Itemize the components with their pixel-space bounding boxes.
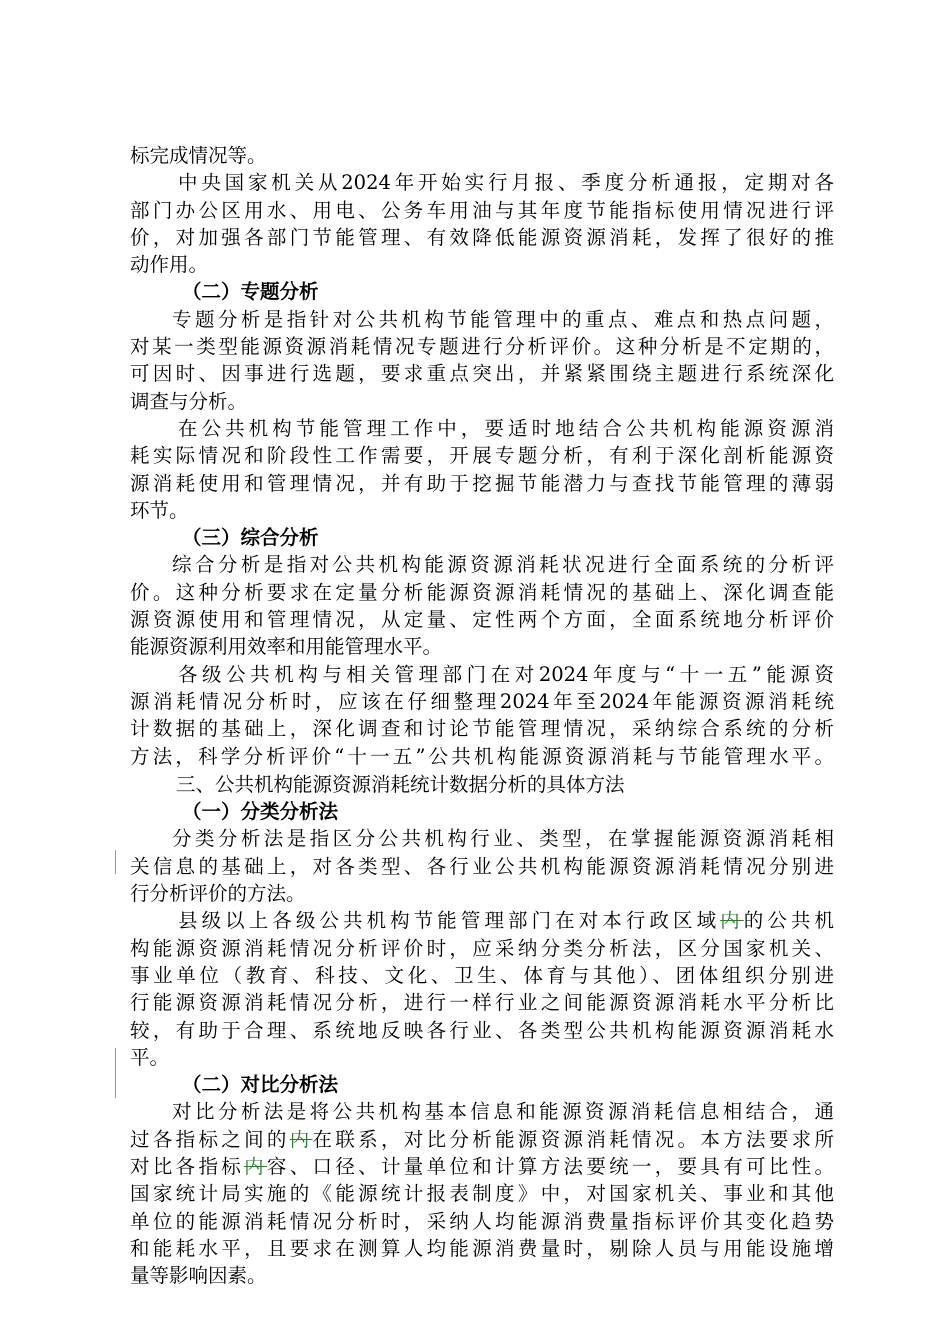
paragraph-line: 源消耗使用和管理情况，并有助于挖掘节能潜力与查找节能管理的薄弱	[130, 471, 834, 495]
paragraph-line: 能源资源利用效率和用能管理水平。	[130, 635, 443, 659]
paragraph-line: 方法，科学分析评价“十一五”公共机构能源资源消耗与节能管理水平。	[130, 744, 834, 768]
paragraph-line: 综合分析是指对公共机构能源资源消耗状况进行全面系统的分析评	[172, 553, 834, 577]
paragraph-line: 可因时、因事进行选题，要求重点突出，并紧紧围绕主题进行系统深化	[130, 362, 834, 386]
paragraph-line: 在公共机构节能管理工作中，要适时地结合公共机构能源资源消	[178, 416, 834, 440]
paragraph-line: 对比分析法是将公共机构基本信息和能源资源消耗信息相结合，通	[172, 1100, 834, 1124]
subheading: （三）综合分析	[182, 526, 319, 550]
paragraph-line: 标完成情况等。	[130, 144, 267, 167]
paragraph-line: 国家统计局实施的《能源统计报表制度》中，对国家机关、事业和其他	[130, 1182, 834, 1206]
paragraph-line: 单位的能源消耗情况分析时，采纳人均能源消费量指标评价其变化趋势	[130, 1209, 834, 1233]
deleted-text: 内	[244, 1154, 267, 1178]
subheading: （二）对比分析法	[182, 1073, 339, 1097]
text-run: 容、口径、计量单位和计算方法要统一，要具有可比性。	[266, 1154, 834, 1178]
paragraph-line: 计数据的基础上，深化调查和讨论节能管理情况，采纳综合系统的分析	[130, 717, 834, 741]
paragraph-line: 分类分析法是指区分公共机构行业、类型，在掌握能源资源消耗相	[172, 827, 834, 851]
paragraph-line: 中央国家机关从2024年开始实行月报、季度分析通报，定期对各	[178, 171, 834, 195]
paragraph-line: 源消耗情况分析时，应该在仔细整理2024年至2024年能源资源消耗统	[130, 689, 834, 713]
paragraph-line: 构能源资源消耗情况分析评价时，应采纳分类分析法，区分国家机关、	[130, 936, 834, 960]
paragraph-line: 源资源使用和管理情况，从定量、定性两个方面，全面系统地分析评价	[130, 608, 834, 632]
document-body	[130, 142, 834, 1289]
paragraph-line: 价，对加强各部门节能管理、有效降低能源资源消耗，发挥了很好的推	[130, 225, 834, 249]
deleted-text: 内	[720, 909, 744, 933]
paragraph-line: 调查与分析。	[130, 389, 248, 413]
subheading: （二）专题分析	[182, 280, 319, 304]
text-run: 在联系，对比分析能源资源消耗情况。本方法要求所	[312, 1127, 834, 1151]
paragraph-line: 各级公共机构与相关管理部门在对2024年度与“十一五”能源资	[178, 662, 834, 686]
paragraph-line: 专题分析是指针对公共机构节能管理中的重点、难点和热点问题，	[172, 307, 834, 331]
paragraph-line: 平。	[130, 1045, 170, 1069]
paragraph-line	[130, 1153, 834, 1180]
text-run: 县级以上各级公共机构节能管理部门在对本行政区域	[178, 909, 721, 933]
paragraph-line: 和能耗水平，且要求在测算人均能源消费量时，剔除人员与用能设施增	[130, 1236, 834, 1260]
paragraph-line: 动作用。	[130, 253, 209, 277]
deleted-text: 内	[289, 1127, 313, 1151]
paragraph-line: 行分析评价的方法。	[130, 882, 306, 906]
paragraph-line: 事业单位（教育、科技、文化、卫生、体育与其他）、团体组织分别进	[130, 963, 834, 987]
section-heading: 三、公共机构能源资源消耗统计数据分析的具体方法	[176, 772, 625, 796]
paragraph-line: 对某一类型能源资源消耗情况专题进行分析评价。这种分析是不定期的，	[130, 335, 834, 359]
text-run: 对比各指标	[130, 1154, 245, 1178]
change-bar	[115, 1048, 116, 1098]
text-run: 的公共机	[743, 909, 834, 933]
paragraph-line: 环节。	[130, 498, 189, 522]
paragraph-line: 价。这种分析要求在定量分析能源资源消耗情况的基础上、深化调查能	[130, 580, 834, 604]
paragraph-line: 量等影响因素。	[130, 1264, 267, 1288]
subheading: （一）分类分析法	[182, 800, 339, 824]
paragraph-line	[130, 907, 834, 934]
paragraph-line: 行能源资源消耗情况分析，进行一样行业之间能源资源消耗水平分析比	[130, 991, 834, 1015]
change-bar	[115, 850, 116, 874]
paragraph-line	[130, 1126, 834, 1153]
text-run: 过各指标之间的	[130, 1127, 290, 1151]
paragraph-line: 较，有助于合理、系统地反映各行业、各类型公共机构能源资源消耗水	[130, 1018, 834, 1042]
paragraph-line: 部门办公区用水、用电、公务车用油与其年度节能指标使用情况进行评	[130, 198, 834, 222]
paragraph-line: 耗实际情况和阶段性工作需要，开展专题分析，有利于深化剖析能源资	[130, 444, 834, 468]
paragraph-line: 关信息的基础上，对各类型、各行业公共机构能源资源消耗情况分别进	[130, 854, 834, 878]
